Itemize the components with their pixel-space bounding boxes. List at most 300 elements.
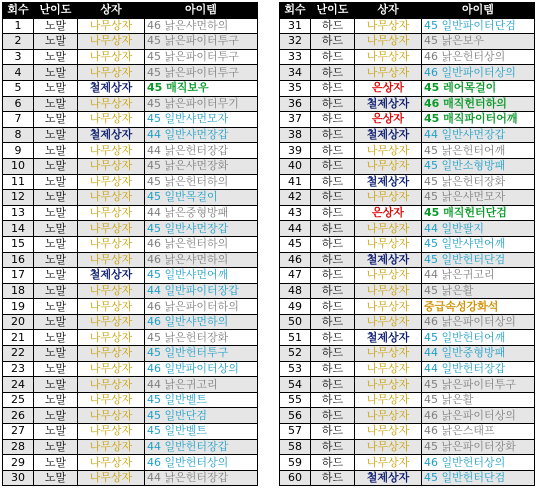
- item-cell: 46 일반파이터상의: [145, 361, 258, 377]
- item-cell: 45 낡은활: [422, 283, 535, 299]
- item-cell: 44 일반헌터장갑: [422, 361, 535, 377]
- difficulty-cell: 하드: [311, 283, 355, 299]
- table-row: [280, 221, 535, 237]
- round-cell: 43: [280, 205, 311, 221]
- round-cell: 20: [3, 314, 34, 330]
- box-cell: 철제상자: [355, 330, 422, 346]
- table-row: [280, 252, 535, 268]
- difficulty-cell: 하드: [311, 127, 355, 143]
- round-cell: 47: [280, 268, 311, 284]
- header-item: 아이템: [145, 3, 258, 19]
- box-cell: 철제상자: [78, 127, 145, 143]
- header-difficulty: 난이도: [34, 3, 78, 19]
- box-cell: 철제상자: [355, 470, 422, 486]
- box-cell: 나무상자: [78, 96, 145, 112]
- box-cell: 나무상자: [355, 34, 422, 50]
- round-cell: 1: [3, 18, 34, 34]
- box-cell: 나무상자: [78, 439, 145, 455]
- difficulty-cell: 하드: [311, 455, 355, 471]
- table-row: [3, 408, 258, 424]
- table-row: [280, 361, 535, 377]
- header-round: 회수: [280, 3, 311, 19]
- round-cell: 10: [3, 158, 34, 174]
- header-row: [280, 3, 535, 19]
- table-row: [3, 80, 258, 96]
- table-row: [3, 252, 258, 268]
- difficulty-cell: 하드: [311, 49, 355, 65]
- item-cell: 45 낡은파이터투구: [145, 65, 258, 81]
- box-cell: 나무상자: [78, 283, 145, 299]
- difficulty-cell: 하드: [311, 80, 355, 96]
- box-cell: 철제상자: [78, 80, 145, 96]
- round-cell: 59: [280, 455, 311, 471]
- table-row: [280, 268, 535, 284]
- round-cell: 55: [280, 392, 311, 408]
- difficulty-cell: 하드: [311, 314, 355, 330]
- table-body-right: [280, 18, 535, 486]
- item-cell: 45 일반벨트: [145, 392, 258, 408]
- difficulty-cell: 하드: [311, 190, 355, 206]
- round-cell: 29: [3, 455, 34, 471]
- box-cell: 철제상자: [78, 268, 145, 284]
- box-cell: 나무상자: [355, 392, 422, 408]
- box-cell: 철제상자: [355, 174, 422, 190]
- item-cell: 44 낡은중형방패: [145, 205, 258, 221]
- header-item: 아이템: [422, 3, 535, 19]
- item-cell: 45 일반벨트: [145, 424, 258, 440]
- difficulty-cell: 하드: [311, 392, 355, 408]
- table-body-left: [3, 18, 258, 486]
- difficulty-cell: 노말: [34, 158, 78, 174]
- difficulty-cell: 하드: [311, 252, 355, 268]
- round-cell: 21: [3, 330, 34, 346]
- round-cell: 44: [280, 221, 311, 237]
- header-row: [3, 3, 258, 19]
- difficulty-cell: 하드: [311, 143, 355, 159]
- difficulty-cell: 노말: [34, 96, 78, 112]
- difficulty-cell: 노말: [34, 268, 78, 284]
- round-cell: 4: [3, 65, 34, 81]
- difficulty-cell: 하드: [311, 65, 355, 81]
- round-cell: 2: [3, 34, 34, 50]
- item-cell: 45 낡은파이터무기: [145, 96, 258, 112]
- difficulty-cell: 하드: [311, 236, 355, 252]
- round-cell: 49: [280, 299, 311, 315]
- table-row: [3, 174, 258, 190]
- round-cell: 34: [280, 65, 311, 81]
- difficulty-cell: 노말: [34, 283, 78, 299]
- item-cell: 45 일반샤먼어깨: [422, 236, 535, 252]
- box-cell: 나무상자: [355, 283, 422, 299]
- round-cell: 35: [280, 80, 311, 96]
- item-cell: 45 낡은샤먼모자: [422, 190, 535, 206]
- table-row: [280, 18, 535, 34]
- header-round: 회수: [3, 3, 34, 19]
- round-cell: 58: [280, 439, 311, 455]
- item-cell: 44 낡은귀고리: [422, 268, 535, 284]
- round-cell: 9: [3, 143, 34, 159]
- box-cell: 나무상자: [78, 174, 145, 190]
- item-cell: 45 낡은샤먼장화: [145, 158, 258, 174]
- table-row: [280, 314, 535, 330]
- item-cell: 44 일반중형방패: [422, 346, 535, 362]
- box-cell: 나무상자: [78, 455, 145, 471]
- table-row: [3, 205, 258, 221]
- round-cell: 25: [3, 392, 34, 408]
- box-cell: 나무상자: [78, 252, 145, 268]
- table-row: [3, 18, 258, 34]
- difficulty-cell: 노말: [34, 470, 78, 486]
- difficulty-cell: 노말: [34, 252, 78, 268]
- table-row: [280, 158, 535, 174]
- round-cell: 54: [280, 377, 311, 393]
- table-row: [280, 34, 535, 50]
- item-cell: 45 매직헌터단검: [422, 205, 535, 221]
- round-cell: 18: [3, 283, 34, 299]
- difficulty-cell: 노말: [34, 80, 78, 96]
- table-row: [3, 392, 258, 408]
- box-cell: 나무상자: [355, 221, 422, 237]
- item-cell: 44 일반헌터장갑: [145, 439, 258, 455]
- box-cell: 철제상자: [355, 252, 422, 268]
- item-cell: 45 일반단검: [145, 408, 258, 424]
- round-cell: 24: [3, 377, 34, 393]
- table-row: [280, 205, 535, 221]
- table-row: [3, 96, 258, 112]
- table-row: [3, 190, 258, 206]
- box-cell: 철제상자: [355, 96, 422, 112]
- difficulty-cell: 하드: [311, 174, 355, 190]
- box-cell: 나무상자: [78, 112, 145, 128]
- table-row: [3, 127, 258, 143]
- round-cell: 53: [280, 361, 311, 377]
- box-cell: 나무상자: [355, 65, 422, 81]
- round-cell: 3: [3, 49, 34, 65]
- box-cell: 나무상자: [78, 377, 145, 393]
- table-row: [280, 439, 535, 455]
- difficulty-cell: 하드: [311, 346, 355, 362]
- table-row: [280, 346, 535, 362]
- item-cell: 45 매직보우: [145, 80, 258, 96]
- table-row: [280, 112, 535, 128]
- round-cell: 50: [280, 314, 311, 330]
- item-cell: 45 낡은활: [422, 392, 535, 408]
- table-row: [280, 96, 535, 112]
- header-box: 상자: [355, 3, 422, 19]
- table-row: [3, 112, 258, 128]
- table-row: [280, 174, 535, 190]
- item-cell: 46 낡은헌터상의: [422, 49, 535, 65]
- round-cell: 26: [3, 408, 34, 424]
- table-row: [280, 377, 535, 393]
- difficulty-cell: 하드: [311, 408, 355, 424]
- box-cell: 나무상자: [355, 455, 422, 471]
- item-cell: 중급속성강화석: [422, 299, 535, 315]
- item-cell: 45 매직파이터어깨: [422, 112, 535, 128]
- table-row: [3, 470, 258, 486]
- round-cell: 6: [3, 96, 34, 112]
- item-cell: 45 낡은파이터투구: [422, 377, 535, 393]
- difficulty-cell: 하드: [311, 221, 355, 237]
- difficulty-cell: 노말: [34, 299, 78, 315]
- box-cell: 나무상자: [355, 361, 422, 377]
- difficulty-cell: 하드: [311, 330, 355, 346]
- difficulty-cell: 노말: [34, 314, 78, 330]
- table-row: [3, 455, 258, 471]
- box-cell: 나무상자: [355, 190, 422, 206]
- table-row: [3, 158, 258, 174]
- table-row: [280, 65, 535, 81]
- box-cell: 나무상자: [78, 424, 145, 440]
- round-cell: 37: [280, 112, 311, 128]
- box-cell: 나무상자: [355, 424, 422, 440]
- item-cell: 45 일반샤먼모자: [145, 112, 258, 128]
- round-cell: 14: [3, 221, 34, 237]
- box-cell: 나무상자: [78, 361, 145, 377]
- table-row: [280, 330, 535, 346]
- difficulty-cell: 노말: [34, 49, 78, 65]
- table-row: [280, 455, 535, 471]
- table-row: [280, 408, 535, 424]
- difficulty-cell: 노말: [34, 65, 78, 81]
- item-cell: 46 매직헌터하의: [422, 96, 535, 112]
- item-cell: 45 낡은헌터장화: [145, 330, 258, 346]
- difficulty-cell: 노말: [34, 408, 78, 424]
- box-cell: 은상자: [355, 112, 422, 128]
- box-cell: 나무상자: [78, 299, 145, 315]
- round-cell: 57: [280, 424, 311, 440]
- item-cell: 46 일반샤먼하의: [145, 314, 258, 330]
- difficulty-cell: 하드: [311, 205, 355, 221]
- drop-table-left: [2, 2, 258, 486]
- round-cell: 40: [280, 158, 311, 174]
- box-cell: 나무상자: [78, 18, 145, 34]
- box-cell: 나무상자: [78, 205, 145, 221]
- box-cell: 나무상자: [78, 143, 145, 159]
- table-row: [3, 65, 258, 81]
- box-cell: 나무상자: [355, 299, 422, 315]
- round-cell: 52: [280, 346, 311, 362]
- round-cell: 5: [3, 80, 34, 96]
- round-cell: 48: [280, 283, 311, 299]
- round-cell: 51: [280, 330, 311, 346]
- round-cell: 16: [3, 252, 34, 268]
- difficulty-cell: 하드: [311, 439, 355, 455]
- round-cell: 38: [280, 127, 311, 143]
- difficulty-cell: 하드: [311, 299, 355, 315]
- item-cell: 44 낡은헌터장갑: [145, 143, 258, 159]
- round-cell: 31: [280, 18, 311, 34]
- round-cell: 45: [280, 236, 311, 252]
- round-cell: 8: [3, 127, 34, 143]
- round-cell: 7: [3, 112, 34, 128]
- round-cell: 13: [3, 205, 34, 221]
- round-cell: 42: [280, 190, 311, 206]
- table-row: [3, 361, 258, 377]
- box-cell: 은상자: [355, 80, 422, 96]
- item-cell: 45 일반샤먼어깨: [145, 268, 258, 284]
- difficulty-cell: 노말: [34, 112, 78, 128]
- round-cell: 11: [3, 174, 34, 190]
- box-cell: 나무상자: [355, 143, 422, 159]
- table-row: [3, 314, 258, 330]
- round-cell: 12: [3, 190, 34, 206]
- item-cell: 44 일반파이터장갑: [145, 283, 258, 299]
- table-row: [3, 283, 258, 299]
- item-cell: 46 낡은헌터하의: [145, 236, 258, 252]
- difficulty-cell: 노말: [34, 127, 78, 143]
- item-cell: 45 일반헌터어깨: [422, 330, 535, 346]
- box-cell: 나무상자: [355, 439, 422, 455]
- header-box: 상자: [78, 3, 145, 19]
- difficulty-cell: 노말: [34, 424, 78, 440]
- item-cell: 46 낡은샤먼하의: [145, 18, 258, 34]
- difficulty-cell: 노말: [34, 439, 78, 455]
- item-cell: 46 일반파이터상의: [422, 65, 535, 81]
- box-cell: 나무상자: [78, 34, 145, 50]
- item-cell: 45 낡은헌터장화: [422, 174, 535, 190]
- difficulty-cell: 노말: [34, 34, 78, 50]
- item-cell: 46 일반헌터상의: [422, 455, 535, 471]
- round-cell: 36: [280, 96, 311, 112]
- item-cell: 45 낡은파이터장화: [422, 439, 535, 455]
- difficulty-cell: 하드: [311, 268, 355, 284]
- round-cell: 41: [280, 174, 311, 190]
- round-cell: 32: [280, 34, 311, 50]
- difficulty-cell: 하드: [311, 18, 355, 34]
- table-row: [280, 283, 535, 299]
- round-cell: 22: [3, 346, 34, 362]
- table-row: [280, 299, 535, 315]
- table-row: [3, 377, 258, 393]
- difficulty-cell: 노말: [34, 455, 78, 471]
- item-cell: 46 낡은파이터하의: [145, 299, 258, 315]
- item-cell: 45 낡은헌터하의: [145, 174, 258, 190]
- item-cell: 45 일반샤먼장갑: [145, 221, 258, 237]
- difficulty-cell: 노말: [34, 143, 78, 159]
- item-cell: 45 낡은파이터투구: [145, 34, 258, 50]
- box-cell: 나무상자: [355, 49, 422, 65]
- box-cell: 나무상자: [355, 314, 422, 330]
- box-cell: 나무상자: [355, 408, 422, 424]
- table-row: [280, 190, 535, 206]
- round-cell: 39: [280, 143, 311, 159]
- item-cell: 45 일반소형방패: [422, 158, 535, 174]
- box-cell: 나무상자: [355, 268, 422, 284]
- item-cell: 45 낡은헌터어깨: [422, 143, 535, 159]
- difficulty-cell: 노말: [34, 361, 78, 377]
- difficulty-cell: 노말: [34, 221, 78, 237]
- item-cell: 46 낡은스태프: [422, 424, 535, 440]
- round-cell: 28: [3, 439, 34, 455]
- table-row: [280, 424, 535, 440]
- table-row: [280, 470, 535, 486]
- table-row: [3, 221, 258, 237]
- item-cell: 45 일반헌터투구: [145, 346, 258, 362]
- box-cell: 나무상자: [78, 190, 145, 206]
- item-cell: 46 낡은파이터상의: [422, 408, 535, 424]
- item-cell: 45 일반헌터단검: [422, 470, 535, 486]
- item-cell: 44 낡은귀고리: [145, 377, 258, 393]
- item-cell: 44 낡은헌터장갑: [145, 470, 258, 486]
- item-cell: 45 레어목걸이: [422, 80, 535, 96]
- round-cell: 15: [3, 236, 34, 252]
- item-cell: 44 일반팔지: [422, 221, 535, 237]
- box-cell: 나무상자: [78, 49, 145, 65]
- round-cell: 27: [3, 424, 34, 440]
- box-cell: 철제상자: [355, 127, 422, 143]
- table-row: [280, 236, 535, 252]
- item-cell: 46 낡은파이터상의: [422, 314, 535, 330]
- round-cell: 60: [280, 470, 311, 486]
- box-cell: 나무상자: [78, 346, 145, 362]
- box-cell: 나무상자: [78, 221, 145, 237]
- difficulty-cell: 노말: [34, 377, 78, 393]
- difficulty-cell: 노말: [34, 190, 78, 206]
- table-row: [280, 49, 535, 65]
- box-cell: 나무상자: [355, 346, 422, 362]
- table-row: [3, 346, 258, 362]
- difficulty-cell: 하드: [311, 470, 355, 486]
- box-cell: 나무상자: [78, 158, 145, 174]
- table-row: [280, 80, 535, 96]
- item-cell: 45 낡은보우: [422, 34, 535, 50]
- round-cell: 17: [3, 268, 34, 284]
- difficulty-cell: 노말: [34, 346, 78, 362]
- table-row: [3, 439, 258, 455]
- table-row: [280, 127, 535, 143]
- item-cell: 45 일반헌터단검: [422, 252, 535, 268]
- difficulty-cell: 노말: [34, 236, 78, 252]
- difficulty-cell: 하드: [311, 34, 355, 50]
- box-cell: 나무상자: [355, 377, 422, 393]
- box-cell: 나무상자: [355, 158, 422, 174]
- table-row: [280, 392, 535, 408]
- header-difficulty: 난이도: [311, 3, 355, 19]
- box-cell: 나무상자: [78, 314, 145, 330]
- drop-table-right: [279, 2, 535, 486]
- item-cell: 46 일반헌터상의: [145, 455, 258, 471]
- item-cell: 44 일반샤먼장갑: [422, 127, 535, 143]
- item-cell: 46 낡은샤먼하의: [145, 252, 258, 268]
- box-cell: 나무상자: [355, 18, 422, 34]
- difficulty-cell: 하드: [311, 96, 355, 112]
- round-cell: 30: [3, 470, 34, 486]
- box-cell: 나무상자: [78, 408, 145, 424]
- difficulty-cell: 노말: [34, 18, 78, 34]
- table-row: [3, 49, 258, 65]
- table-row: [3, 34, 258, 50]
- difficulty-cell: 하드: [311, 424, 355, 440]
- box-cell: 나무상자: [78, 330, 145, 346]
- box-cell: 나무상자: [78, 236, 145, 252]
- item-cell: 45 일반목걸이: [145, 190, 258, 206]
- table-row: [3, 236, 258, 252]
- difficulty-cell: 하드: [311, 377, 355, 393]
- difficulty-cell: 하드: [311, 112, 355, 128]
- box-cell: 나무상자: [78, 65, 145, 81]
- box-cell: 나무상자: [355, 236, 422, 252]
- box-cell: 은상자: [355, 205, 422, 221]
- item-cell: 45 일반파이터단검: [422, 18, 535, 34]
- difficulty-cell: 노말: [34, 392, 78, 408]
- table-row: [3, 268, 258, 284]
- box-cell: 나무상자: [78, 470, 145, 486]
- table-row: [3, 330, 258, 346]
- difficulty-cell: 노말: [34, 330, 78, 346]
- item-cell: 44 일반샤먼장갑: [145, 127, 258, 143]
- round-cell: 33: [280, 49, 311, 65]
